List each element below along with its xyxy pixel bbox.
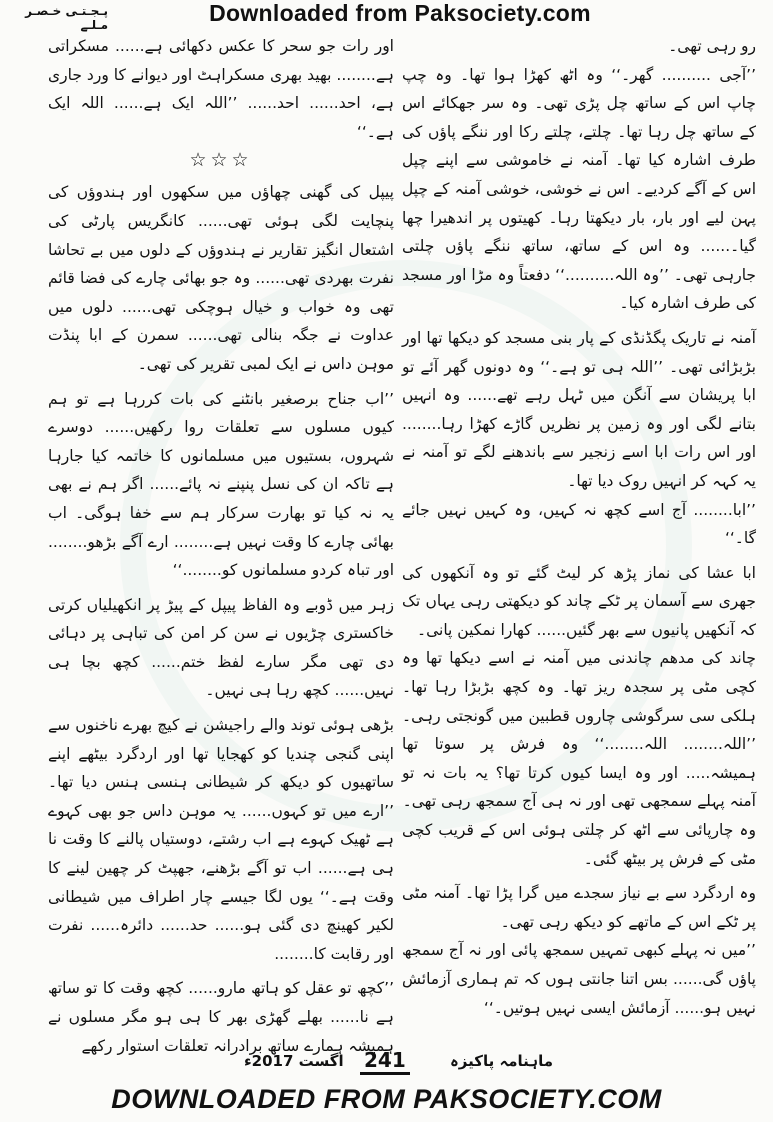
page-header <box>0 0 773 34</box>
paragraph: بڑھی ہوئی توند والے راجیشن نے کیچ بھرے ناخنوں سے اپنی گنجی چندیا کو کھجایا تھا اور اردگرد بیٹھے اپنے ساتھیوں کو دیکھ کر شیطانی ہنسی ہنس دیا تھا۔ ’’ارے میں تو کہوں...... یہ موہن داس جو بھی کہوے ہے ٹھیک کہوے ہے اب رشتے، دوستیاں پالنے کا وقت نا ہی ہے...... اب تو آگے بڑھنے، جھپٹ کر چھین لینے کا وقت ہے۔‘‘ یوں لگا جیسے چار اطراف میں شیطانی لکیر کھینچ دی گئی ہو...... حد...... دائرہ...... نفرت اور رقابت کا........ <box>48 716 394 963</box>
bottom-download-banner: DOWNLOADED FROM PAKSOCIETY.COM <box>111 1084 662 1114</box>
download-source-banner: Downloaded from Paksociety.com <box>209 0 591 26</box>
page-footer <box>0 1044 773 1078</box>
paragraph: ’’میں نہ پہلے کبھی تمہیں سمجھ پائی اور نہ آج سمجھ پاؤں گی...... بس اتنا جانتی ہوں کہ تم ہماری آزمائش نہیں ہو...... آزمائش ایسی نہیں ہوتیں۔‘‘ <box>402 941 756 1017</box>
paragraph: اور رات جو سحر کا عکس دکھائی ہے...... مسکراتی ہے........ بھید بھری مسکراہٹ اور دیوانے کا ورد جاری ہے، احد...... احد...... ’’اللہ ایک ہے...... اللہ ایک ہے۔‘‘ <box>48 37 394 141</box>
header-left-label: پـجـتـی خـصـر مـلـے <box>25 4 108 32</box>
magazine-name: ماہنامہ پاکیزہ <box>450 1052 553 1070</box>
paragraph: پیپل کی گھنی چھاؤں میں سکھوں اور ہندوؤں کی پنچایت لگی ہوئی تھی...... کانگریس پارٹی کی اشتعال انگیز تقاریر نے ہندوؤں کے دلوں میں بے تحاشا نفرت بھردی تھی...... وہ جو بھائی چارے کی فضا قائم تھی وہ خواب و خیال ہوچکی تھی...... دلوں میں عداوت نے جگہ بنالی تھی...... سمرن کے ابا پنڈت موہن داس نے ایک لمبی تقریر کی تھی۔ <box>48 183 394 373</box>
right-text-column <box>402 32 756 1022</box>
page-number: 241 <box>360 1048 410 1075</box>
paragraph: ’’اب جناح برصغیر بانٹنے کی بات کررہا ہے تو ہم کیوں مسلوں سے تعلقات روا رکھیں...... دوسرے شہروں، بستیوں میں مسلمانوں کا خاتمہ کیا جارہا ہے تاکہ ان کی نسل پنپنے نہ پائے...... اگر ہم نے بھی یہ نہ کیا تو بھارت سرکار ہم سے خفا ہوگی۔ اب بھائی چارے کا وقت نہیں ہے........ ارے آگے بڑھو........ اور تباہ کردو مسلمانوں کو........‘‘ <box>48 389 394 580</box>
paragraph: وہ چارپائی سے اٹھ کر چلتی ہوئی اس کے قریب کچی مٹی کے فرش پر بیٹھ گئی۔ <box>402 821 756 868</box>
section-divider-stars: ☆☆☆ <box>189 149 253 172</box>
footer-date: اگست 2017ء <box>244 1052 344 1070</box>
paragraph: زہر میں ڈوبے وہ الفاظ پیپل کے پیڑ پر انکھیلیاں کرتی خاکستری چڑیوں نے سن کر امن کی تباہی پر دہائی دی تھی مگر سارے لفظ ختم...... کچھ بچا ہی نہیں...... کچھ رہا ہی نہیں۔ <box>48 595 394 700</box>
left-text-column <box>48 32 394 1060</box>
paragraph: ابا عشا کی نماز پڑھ کر لیٹ گئے تو وہ آنکھوں کی جھری سے آسمان پر ٹکے چاند کو دیکھتی رہی یہاں تک کہ آنکھیں پانیوں سے بھر گئیں...... کھارا نمکین پانی۔ <box>402 563 756 639</box>
paragraph: ’’ابا........ آج اسے کچھ نہ کہیں، وہ کہیں نہیں جائے گا۔‘‘ <box>402 500 756 548</box>
paragraph: چاند کی مدھم چاندنی میں آمنہ نے اسے دیکھا تھا وہ کچی مٹی پر سجدہ ریز تھا۔ وہ کچھ بڑبڑا رہا تھا۔ ہلکی سی سرگوشی چاروں قطبین میں گونجتی رہی۔ ’’اللہ........ اللہ........‘‘ وہ فرش پر سوتا تھا ہمیشہ..... اور وہ ایسا کیوں کرتا تھا؟ یہ بات نہ تو آمنہ پہلے سمجھی تھی اور نہ ہی آج سمجھ رہی تھی۔ <box>402 649 756 811</box>
paragraph: ’’کچھ تو عقل کو ہاتھ مارو...... کچھ وقت کا تو ساتھ ہے نا...... بھلے گھڑی بھر کا ہی ہو مگر مسلوں نے ہمیشہ ہمارے ساتھ برادرانہ تعلقات استوار رکھے <box>48 979 394 1055</box>
paragraph: ’’آجی .......... گھر۔‘‘ وہ اٹھ کھڑا ہوا تھا۔ وہ چپ چاپ اس کے ساتھ چل پڑی تھی۔ وہ سر جھکائے اس کے ساتھ چل رہا تھا۔ چلتے، چلتے رکا اور ننگے پاؤں کی طرف اشارہ کیا تھا۔ آمنہ نے خاموشی سے اپنے چپل اس کے آگے کردیے۔ اس نے خوشی، خوشی آمنہ کے چپل پہن لیے اور بار، بار دیکھتا رہا۔ کھیتوں پر اندھیرا چھا گیا۔...... وہ اس کے ساتھ، ساتھ ننگے پاؤں چلتی جارہی تھی۔ ’’وہ اللہ..........‘‘ دفعتاً وہ مڑا اور مسجد کی طرف اشارہ کیا۔ <box>402 65 756 313</box>
paragraph: وہ اردگرد سے بے نیاز سجدے میں گرا پڑا تھا۔ آمنہ مٹی پر ٹکے اس کے ماتھے کو دیکھ رہی تھی۔ <box>402 884 756 931</box>
paragraph: رو رہی تھی۔ <box>668 37 756 55</box>
paragraph: آمنہ نے تاریک پگڈنڈی کے پار بنی مسجد کو دیکھا تھا اور بڑبڑائی تھی۔ ’’اللہ ہی تو ہے۔‘‘ وہ دونوں گھر آئے تو ابا پریشان سے آنگن میں ٹہل رہے تھے...... وہ انہیں بتانے لگی اور وہ زمین پر نظریں گاڑے کھڑا رہا........ اور اس رات ابا اسے زنجیر سے باندھنے لگے تو آمنہ نے یہ کہہ کر انہیں روک دیا تھا۔ <box>402 328 756 490</box>
